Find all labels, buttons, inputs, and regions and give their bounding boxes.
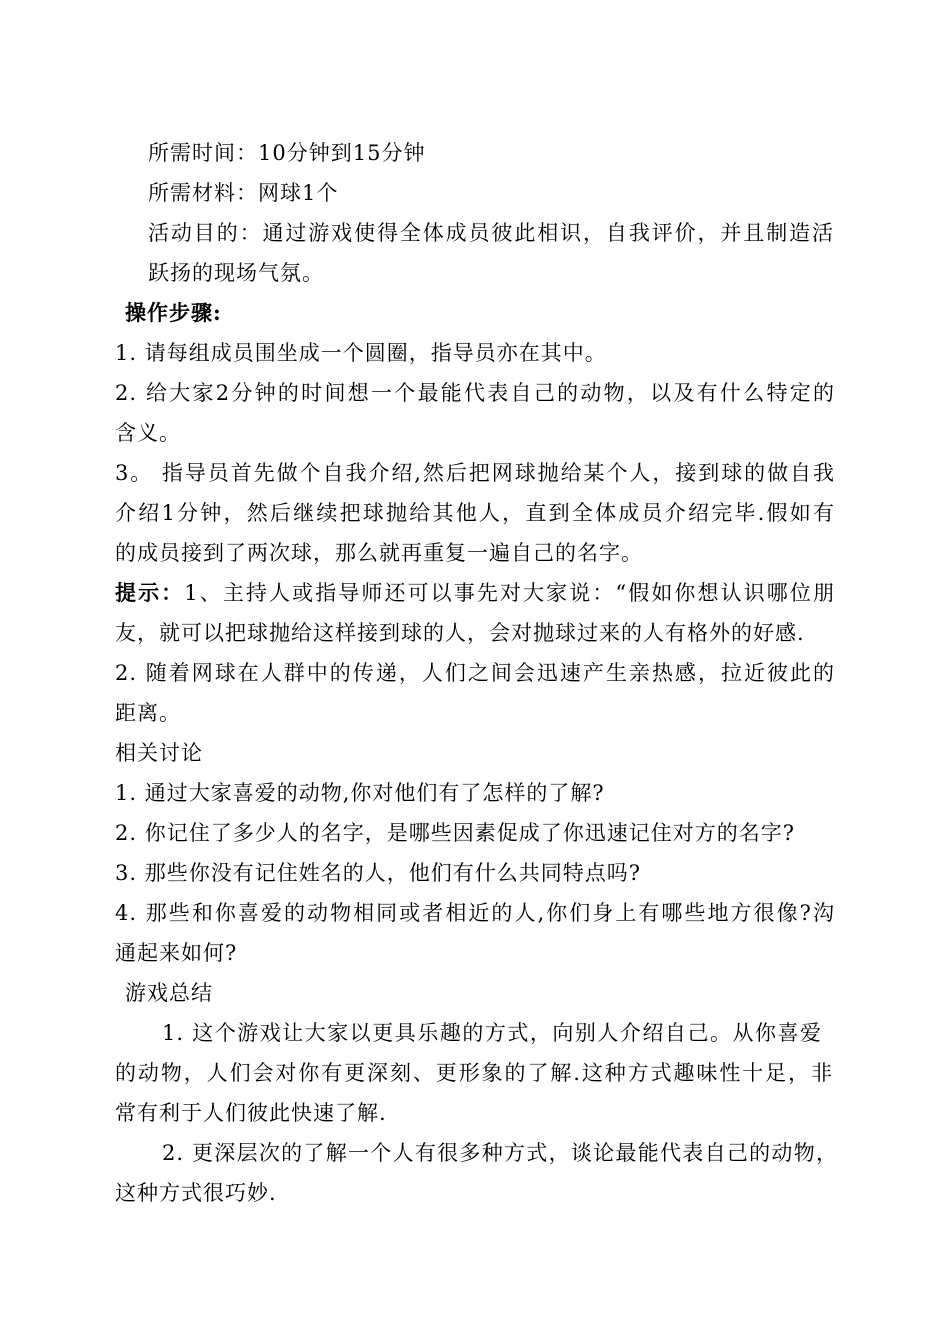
discussion-heading: 相关讨论 bbox=[115, 741, 203, 765]
tip-2-line2: 距离。 bbox=[115, 701, 181, 725]
tip-1-text: 1、主持人或指导师还可以事先对大家说：“假如你想认识哪位朋 bbox=[184, 581, 835, 605]
materials-required: 所需材料：网球1个 bbox=[148, 181, 339, 205]
question-4-line1: 4. 那些和你喜爱的动物相同或者相近的人,你们身上有哪些地方很像?沟 bbox=[115, 901, 835, 925]
question-2: 2. 你记住了多少人的名字，是哪些因素促成了你迅速记住对方的名字? bbox=[115, 821, 795, 845]
summary-2-line2: 这种方式很巧妙. bbox=[115, 1181, 277, 1205]
tip-1-line2: 友，就可以把球抛给这样接到球的人，会对抛球过来的人有格外的好感. bbox=[115, 621, 805, 645]
activity-goal-line2: 跃扬的现场气氛。 bbox=[148, 261, 324, 285]
time-required: 所需时间：10分钟到15分钟 bbox=[148, 141, 426, 165]
tip-1-line1 bbox=[115, 579, 835, 607]
summary-1-line1: 1. 这个游戏让大家以更具乐趣的方式，向别人介绍自己。从你喜爱 bbox=[162, 1021, 822, 1045]
summary-1-line3: 常有利于人们彼此快速了解. bbox=[115, 1101, 387, 1125]
tip-2-line1: 2. 随着网球在人群中的传递，人们之间会迅速产生亲热感，拉近彼此的 bbox=[115, 661, 835, 685]
step-2-line2: 含义。 bbox=[115, 421, 181, 445]
question-3: 3. 那些你没有记住姓名的人，他们有什么共同特点吗? bbox=[115, 861, 641, 885]
summary-2-line1: 2. 更深层次的了解一个人有很多种方式，谈论最能代表自己的动物， bbox=[162, 1141, 838, 1165]
summary-heading: 游戏总结 bbox=[125, 981, 213, 1005]
tips-label: 提示： bbox=[115, 580, 185, 605]
question-1: 1. 通过大家喜爱的动物,你对他们有了怎样的了解? bbox=[115, 781, 605, 805]
step-3-line1: 3。 指导员首先做个自我介绍,然后把网球抛给某个人，接到球的做自我 bbox=[115, 461, 835, 485]
step-2-line1: 2. 给大家2分钟的时间想一个最能代表自己的动物，以及有什么特定的 bbox=[115, 381, 835, 405]
step-3-line2: 介绍1分钟，然后继续把球抛给其他人，直到全体成员介绍完毕.假如有 bbox=[115, 501, 835, 525]
steps-heading: 操作步骤: bbox=[125, 300, 222, 325]
summary-1-line2: 的动物，人们会对你有更深刻、更形象的了解.这种方式趣味性十足，非 bbox=[115, 1061, 833, 1085]
activity-goal-line1: 活动目的：通过游戏使得全体成员彼此相识，自我评价，并且制造活 bbox=[148, 221, 834, 245]
question-4-line2: 通起来如何? bbox=[115, 941, 238, 965]
step-3-line3: 的成员接到了两次球，那么就再重复一遍自己的名字。 bbox=[115, 541, 643, 565]
step-1: 1. 请每组成员围坐成一个圆圈，指导员亦在其中。 bbox=[115, 341, 607, 365]
